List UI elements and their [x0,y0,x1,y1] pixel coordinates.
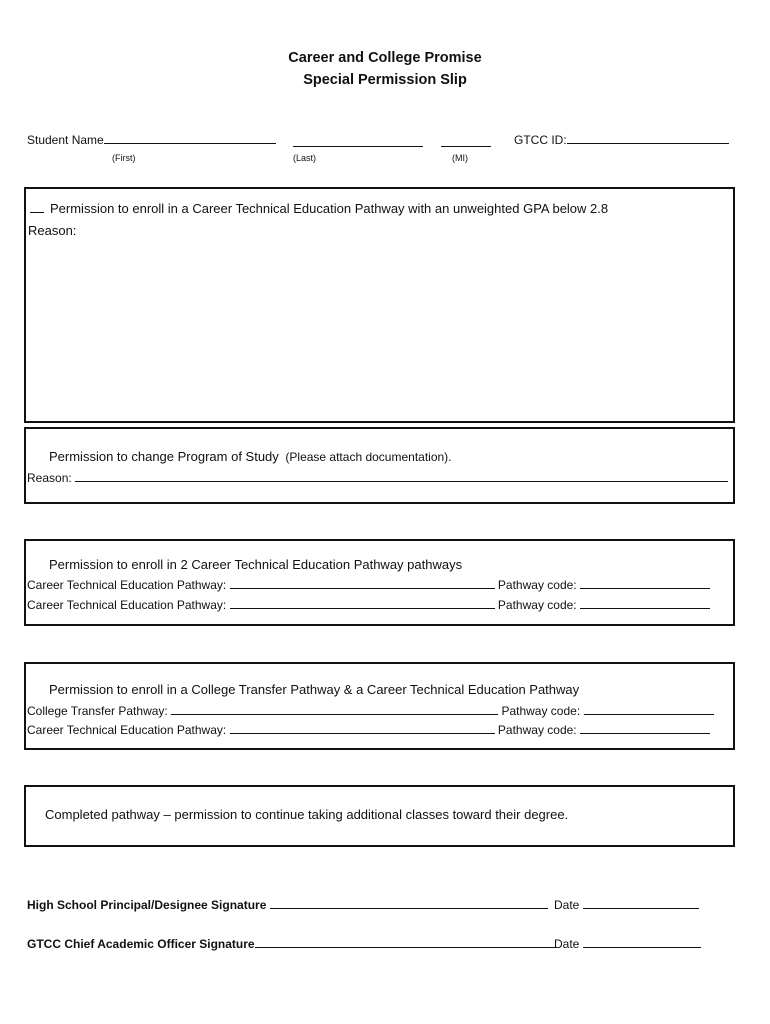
college-transfer-label: College Transfer Pathway: [27,704,168,718]
program-change-reason-label: Reason: [27,471,72,485]
cte-pathway-3-line[interactable] [230,733,495,734]
last-caption: (Last) [293,153,317,163]
cte-pathway-2-label: Career Technical Education Pathway: [27,598,227,612]
program-change-box [24,427,735,504]
two-pathways-row-1 [27,578,710,592]
pathway-code-2-line[interactable] [580,608,710,609]
principal-date-label: Date [554,898,580,912]
college-transfer-line[interactable] [171,714,498,715]
cte-pathway-1-label: Career Technical Education Pathway: [27,578,227,592]
program-change-note: (Please attach documentation). [285,450,452,464]
cte-pathway-1-line[interactable] [230,588,495,589]
mi-caption: (MI) [452,153,468,163]
transfer-and-cte-heading: Permission to enroll in a College Transfer Pathway & a Career Technical Education Pathway [49,682,580,697]
form-title: Career and College Promise [288,50,482,66]
pathway-code-4-line[interactable] [580,733,710,734]
principal-date-line[interactable] [583,908,699,909]
last-name-line[interactable] [293,133,423,147]
completed-pathway-box [24,785,735,847]
transfer-and-cte-row-1 [27,704,714,718]
program-change-reason-line[interactable] [75,481,728,482]
pathway-code-3-line[interactable] [584,714,714,715]
principal-signature-row [27,898,548,912]
principal-signature-line[interactable] [270,908,548,909]
gtcc-id-field [514,133,729,147]
officer-date-line[interactable] [583,947,701,948]
student-name-field [27,133,276,147]
officer-signature-row [27,937,557,951]
pathway-code-3-label: Pathway code: [501,704,581,718]
program-change-heading: Permission to change Program of Study (Please attach documentation). [49,449,452,464]
pathway-code-4-label: Pathway code: [497,723,577,737]
pathway-code-1-label: Pathway code: [497,578,577,592]
two-pathways-row-2 [27,598,710,612]
cte-pathway-3-label: Career Technical Education Pathway: [27,723,227,737]
form-subtitle: Special Permission Slip [303,72,467,88]
middle-initial-line[interactable] [441,133,491,147]
principal-signature-label: High School Principal/Designee Signature [27,898,267,912]
student-name-label: Student Name [27,133,104,147]
completed-pathway-heading: Completed pathway – permission to continue taking additional classes toward their degree. [45,807,569,822]
pathway-code-2-label: Pathway code: [497,598,577,612]
officer-signature-line[interactable] [255,947,557,948]
first-caption: (First) [112,153,136,163]
cte-pathway-2-line[interactable] [230,608,495,609]
pathway-code-1-line[interactable] [580,588,710,589]
gtcc-id-label: GTCC ID: [514,133,567,147]
transfer-and-cte-row-2 [27,723,710,737]
first-name-line[interactable] [104,143,276,144]
officer-date-row [554,937,701,951]
officer-signature-label: GTCC Chief Academic Officer Signature [27,937,255,951]
two-pathways-box [24,539,735,626]
gpa-reason-area[interactable] [28,245,730,415]
officer-date-label: Date [554,937,580,951]
gpa-permission-box [24,187,735,423]
gpa-permission-heading: Permission to enroll in a Career Technical Education Pathway with an unweighted GPA below 2.8 [30,201,608,216]
transfer-and-cte-box [24,662,735,750]
gtcc-id-line[interactable] [567,143,729,144]
gpa-reason-label: Reason: [28,223,77,238]
program-change-reason [27,471,728,485]
principal-date-row [554,898,699,912]
gpa-permission-checkbox[interactable] [30,212,44,213]
two-pathways-heading: Permission to enroll in 2 Career Technical Education Pathway pathways [49,557,463,572]
